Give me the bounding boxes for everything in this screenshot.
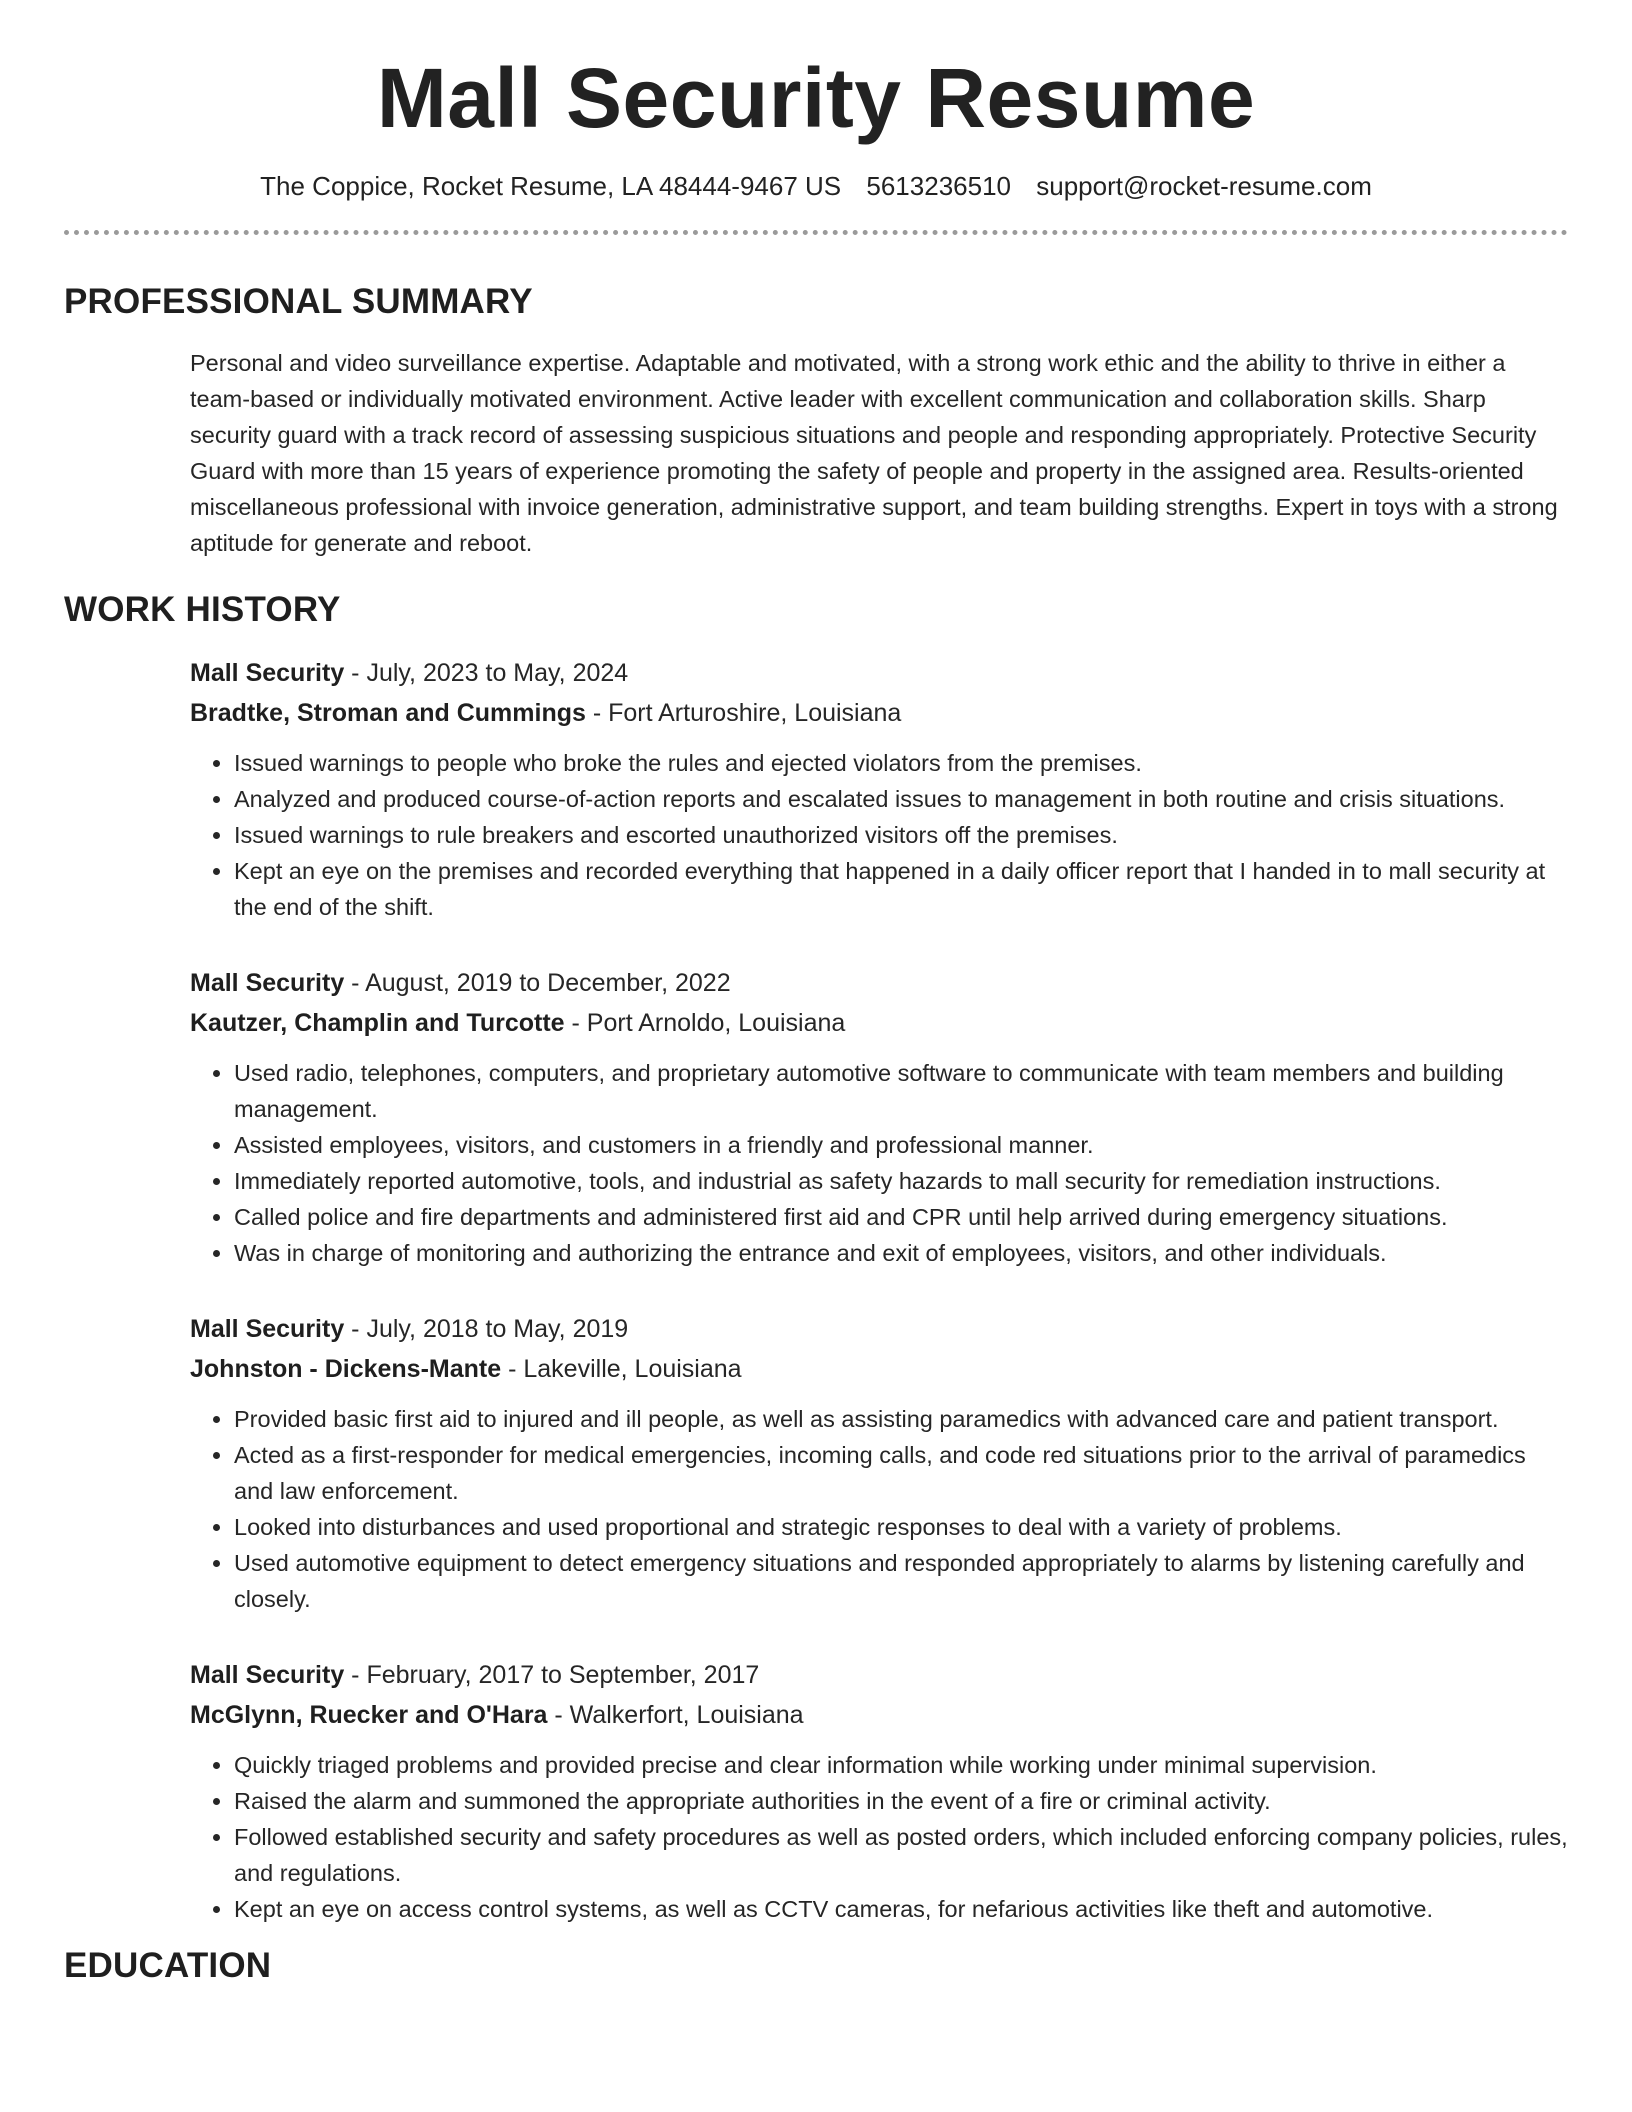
list-item: • Issued warnings to rule breakers and escorted unauthorized visitors off the premises. [234, 817, 1568, 853]
resume-header [64, 0, 1568, 204]
job-role: Mall Security [190, 659, 345, 688]
list-item: • Issued warnings to people who broke the rules and ejected violators from the premises. [234, 745, 1568, 781]
list-item: • Provided basic first aid to injured and ill people, as well as assisting paramedics with advanced care and patient transport. [234, 1401, 1568, 1437]
job-bullets [190, 1401, 1568, 1617]
resume-title: Mall Security Resume [376, 51, 1256, 145]
header-divider [64, 230, 1568, 235]
list-item: • Used automotive equipment to detect emergency situations and responded appropriately to alarms by listening carefully and closely. [234, 1545, 1568, 1617]
job-company: Kautzer, Champlin and Turcotte [190, 1009, 565, 1038]
job-bullets [190, 1055, 1568, 1271]
job-location: - Port Arnoldo, Louisiana [564, 1009, 846, 1038]
list-item: • Followed established security and safety procedures as well as posted orders, which included enforcing company policies, rules, and regulations. [234, 1819, 1568, 1891]
summary-heading: PROFESSIONAL SUMMARY [64, 282, 533, 322]
job-role: Mall Security [190, 969, 345, 998]
job-entry [190, 963, 1568, 1271]
job-entry [190, 653, 1568, 925]
job-role-line [190, 1655, 1568, 1695]
list-item: • Assisted employees, visitors, and customers in a friendly and professional manner. [234, 1127, 1568, 1163]
work-history-section [64, 653, 1568, 1927]
contact-phone: 5613236510 [866, 171, 1011, 202]
list-item: • Kept an eye on access control systems, as well as CCTV cameras, for nefarious activities like theft and automotive. [234, 1891, 1568, 1927]
summary-text: Personal and video surveillance expertise. Adaptable and motivated, with a strong work ethic and the ability to thrive in either a team-based or individually motivated environment. Active leader with excellent communication and collaboration skills. Sharp security guard with a track record of assessing suspicious situations and people and responding appropriately. Protective Security Guard with more than 15 years of experience promoting the safety of people and property in the assigned area. Results-oriented miscellaneous professional with invoice generation, administrative support, and team building strengths. Expert in toys with a strong aptitude for generate and reboot. [190, 350, 1558, 557]
job-role: Mall Security [190, 1315, 345, 1344]
job-bullets [190, 1747, 1568, 1927]
job-location: - Lakeville, Louisiana [501, 1355, 742, 1384]
job-role-line [190, 1309, 1568, 1349]
education-heading: EDUCATION [64, 1946, 272, 1986]
job-entry [190, 1309, 1568, 1617]
job-dates: - August, 2019 to December, 2022 [344, 969, 731, 998]
job-dates: - July, 2018 to May, 2019 [344, 1315, 629, 1344]
job-role-line [190, 653, 1568, 693]
list-item: • Kept an eye on the premises and recorded everything that happened in a daily officer report that I handed in to mall security at the end of the shift. [234, 853, 1568, 925]
contact-address: The Coppice, Rocket Resume, LA 48444-9467 US [260, 171, 842, 202]
job-entry [190, 1655, 1568, 1927]
job-role-line [190, 963, 1568, 1003]
list-item: • Acted as a first-responder for medical emergencies, incoming calls, and code red situations prior to the arrival of paramedics and law enforcement. [234, 1437, 1568, 1509]
job-bullets [190, 745, 1568, 925]
job-company: Bradtke, Stroman and Cummings [190, 699, 586, 728]
list-item: • Analyzed and produced course-of-action reports and escalated issues to management in both routine and crisis situations. [234, 781, 1568, 817]
work-history-heading: WORK HISTORY [64, 590, 341, 630]
job-dates: - July, 2023 to May, 2024 [344, 659, 629, 688]
job-location: - Walkerfort, Louisiana [547, 1701, 804, 1730]
contact-line [64, 170, 1568, 204]
list-item: • Looked into disturbances and used proportional and strategic responses to deal with a variety of problems. [234, 1509, 1568, 1545]
list-item: • Called police and fire departments and administered first aid and CPR until help arrived during emergency situations. [234, 1199, 1568, 1235]
list-item: • Used radio, telephones, computers, and proprietary automotive software to communicate with team members and building management. [234, 1055, 1568, 1127]
job-company-line [190, 1349, 1568, 1389]
list-item: • Was in charge of monitoring and authorizing the entrance and exit of employees, visitors, and other individuals. [234, 1235, 1568, 1271]
job-company: McGlynn, Ruecker and O'Hara [190, 1701, 548, 1730]
job-company-line [190, 1003, 1568, 1043]
job-company: Johnston - Dickens-Mante [190, 1355, 502, 1384]
list-item: • Quickly triaged problems and provided precise and clear information while working under minimal supervision. [234, 1747, 1568, 1783]
list-item: • Raised the alarm and summoned the appropriate authorities in the event of a fire or criminal activity. [234, 1783, 1568, 1819]
job-location: - Fort Arturoshire, Louisiana [585, 699, 902, 728]
job-company-line [190, 1695, 1568, 1735]
contact-email: support@rocket-resume.com [1036, 171, 1372, 202]
job-dates: - February, 2017 to September, 2017 [344, 1661, 760, 1690]
list-item: • Immediately reported automotive, tools, and industrial as safety hazards to mall security for remediation instructions. [234, 1163, 1568, 1199]
job-company-line [190, 693, 1568, 733]
job-role: Mall Security [190, 1661, 345, 1690]
summary-section [64, 345, 1568, 561]
